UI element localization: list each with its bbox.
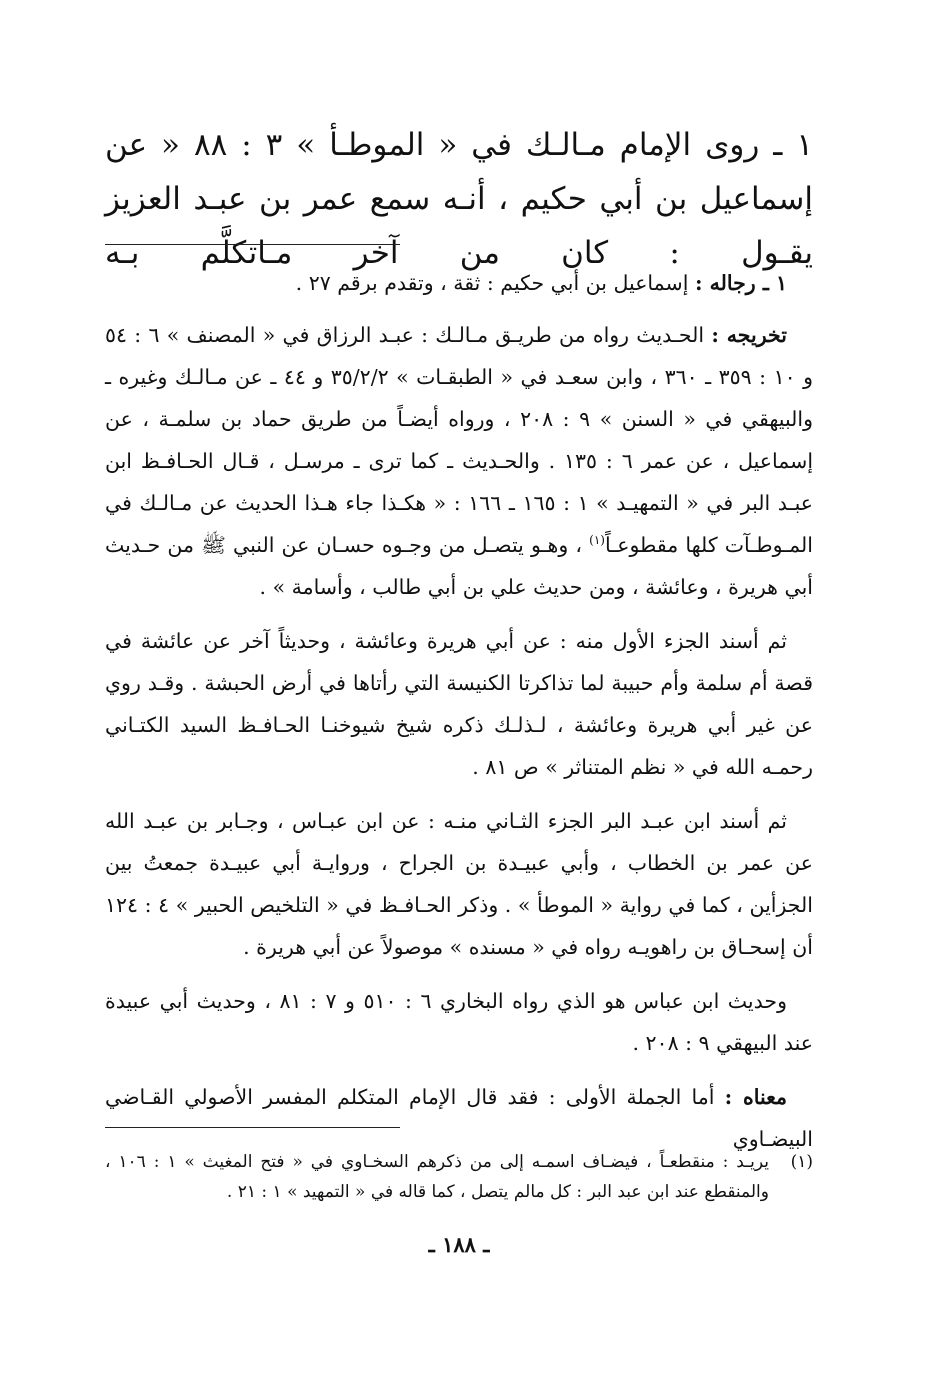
rijal-heading: ١ ـ رجاله : [694,271,787,295]
main-text-divider [105,244,400,245]
page-number: ـ ١٨٨ ـ [428,1232,490,1257]
takhrij-text-part-2: ، وهـو يتصـل من وجـوه حسـان عن النبي ﷺ من حـديث أبي هريرة ، وعائشة ، ومن حديث علي بن أبي طالب ، وأسامة » . [105,533,813,599]
ibn-abbas-paragraph: وحديث ابن عباس هو الذي رواه البخاري ٦ : ٥١٠ و ٧ : ٨١ ، وحديث أبي عبيدة عند البيهقي ٩ : ٢٠٨ . [105,989,813,1055]
footnote-reference: (١) [589,533,605,548]
book-page [105,0,813,1388]
takhrij-text-part-1: الحـديث رواه من طريـق مـالـك : عبـد الرزاق في « المصنف » ٦ : ٥٤ و ١٠ : ٣٥٩ ـ ٣٦٠ ، وابن سعـد في « الطبقـات » ٣٥/٢/٢ و ٤٤ ـ عن مـالـك وغيره ـ والبيهقي في « السنن » ٩ : ٢٠٨ ، ورواه أيضـاً من طريق حماد بن سلمـة ، عن إسماعيل ، عن عمر ٦ : ١٣٥ . والحـديث ـ كما ترى ـ مرسـل ، قـال الحـافـظ ابن عبـد البر في « التمهيـد » ١ : ١٦٥ ـ ١٦٦ : « هكـذا جاء هـذا الحديث عن مـالـك في المـوطـآت كلها مقطوعـاً [105,323,814,557]
footnote-marker: (١) [790,1152,813,1172]
commentary-section [105,262,813,1172]
maanah-text: أما الجملة الأولى : فقد قال الإمام المتكلم المفسر الأصولي القـاضي البيضـاوي [105,1085,813,1151]
isnad-second-part-paragraph: ثم أسند ابن عبـد البر الجزء الثـاني منـه : عن ابن عبـاس ، وجـابر بن عبـد الله عن عمر بن الخطاب ، وأبي عبيـدة بن الجراح ، وروايـة أبي عبيـدة جمعتُ بين الجزأين ، كما في رواية « الموطأ » . وذكر الحـافـظ في « التلخيص الحبير » ٤ : ١٢٤ أن إسحـاق بن راهويـه رواه في « مسنده » موصولاً عن أبي هريرة . [105,809,813,959]
takhrij-heading: تخريجه : [711,323,787,347]
rijal-text: إسماعيل بن أبي حكيم : ثقة ، وتقدم برقم ٢٧ . [295,271,689,295]
footnote-divider [105,1127,400,1128]
footnote [105,1147,813,1207]
maanah-heading: معناه : [724,1085,787,1109]
isnad-first-part-paragraph: ثم أسند الجزء الأول منه : عن أبي هريرة وعائشة ، وحديثاً آخر عن عائشة في قصة أم سلمة وأم حبيبة لما تذاكرتا الكنيسة التي رأتاها في أرض الحبشة . وقـد روي عن غير أبي هريرة وعائشة ، لـذلـك ذكره شيخ شيوخنـا الحـافـظ السيد الكتـاني رحمـه الله في « نظم المتناثر » ص ٨١ . [105,629,813,779]
hadith-main-text: ١ ـ روى الإمام مـالـك في « الموطـأ » ٣ : ٨٨ « عن إسماعيل بن أبي حكيم ، أنـه سمع عمر بن عبـد العزيز يقـول : كان من آخر مـاتكلَّم بـه [105,127,813,271]
footnote-text: يريـد : منقطعـاً ، فيضـاف اسمـه إلى من ذكرهم السخـاوي في « فتح المغيث » ١ : ١٠٦ ، والمنقطع عند ابن عبد البر : كل مالم يتصل ، كما قاله في « التمهيد » ١ : ٢١ . [105,1152,769,1202]
rijal-paragraph [105,262,813,304]
takhrij-paragraph [105,314,813,608]
